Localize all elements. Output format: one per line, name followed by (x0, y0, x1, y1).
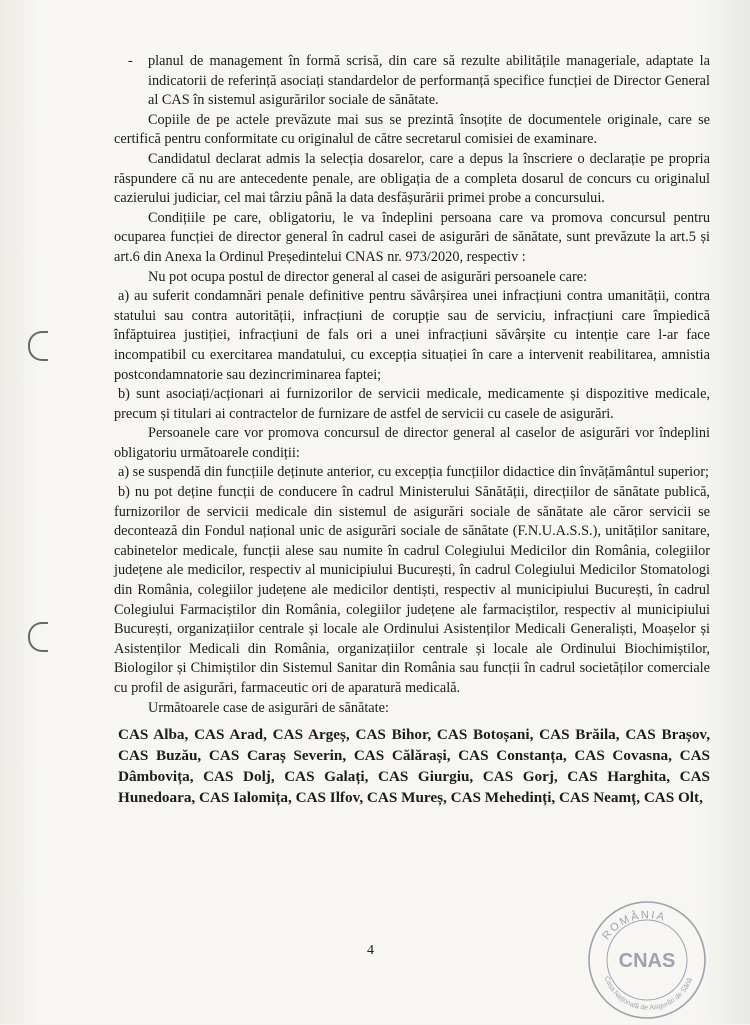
cas-list: CAS Alba, CAS Arad, CAS Argeș, CAS Bihor, CAS Botoșani, CAS Brăila, CAS Brașov, CAS Buzău, CAS Caraș Severin, CAS Călărași, CAS Constanța, CAS Covasna, CAS Dâmbovița, CAS Dolj, CAS Galați, CAS Giurgiu, CAS Gorj, CAS Harghita, CAS Hunedoara, CAS Ialomița, CAS Ilfov, CAS Mureș, CAS Mehedinți, CAS Neamț, CAS Olt, (118, 726, 710, 807)
stamp-center-text: CNAS (618, 950, 676, 972)
paragraph-candidate: Candidatul declarat admis la selecția dosarelor, care a depus la înscriere o declarație pe propria răspundere că nu are antecedente penale, are obligația de a completa dosarul de concurs cu originalul cazierului judiciar, cel mai târziu până la data desfășurării primei probe a concursului. (114, 150, 710, 207)
margin-pencil-mark (28, 331, 48, 361)
page-number: 4 (367, 943, 374, 958)
paragraph-copies: Copiile de pe actele prevăzute mai sus se prezintă însoțite de documentele originale, care se certifică pentru conformitate cu originalul de către secretarul comisiei de examinare. (114, 111, 710, 148)
stamp-top-text: ROMÂNIA (600, 909, 668, 943)
paragraph-management-plan (114, 52, 710, 111)
document-body (114, 52, 710, 808)
paragraph-following-houses: Următoarele case de asigurări de sănătate: (148, 699, 389, 716)
paragraph-conditions: Condițiile pe care, obligatoriu, le va îndeplini persoana care va promova concursul pentru ocuparea funcției de director general în cadrul casei de asigurări de sănătate, sunt prevăzute la art.5 și art.6 din Anexa la Ordinul Președintelui CNAS nr. 973/2020, respectiv : (114, 209, 710, 265)
paragraph-cannot-occupy: Nu pot ocupa postul de director general al casei de asigurări persoanele care: (148, 268, 588, 285)
svg-text:ROMÂNIA (600, 909, 667, 942)
list-item-b-incompatibilities: b) nu pot deține funcții de conducere în cadrul Ministerului Sănătății, direcțiilor de sănătate publică, furnizorilor de servicii medicale din sistemul de asigurări sociale de sănătate ale căror servicii se decontează din Fondul național unic de asigurări sociale de sănătate (F.N.U.A.S.S.), unităților sanitare, cabinetelor medicale, funcții alese sau numite în cadrul Colegiului Medicilor din România, colegiilor județene ale medicilor, respectiv al municipiului București, în cadrul Colegiului Medicilor Stomatologi din România, colegiilor județene ale medicilor dentiști, respectiv al municipiului București, în cadrul Colegiului Farmaciștilor din România, colegiilor județene ale farmaciștilor, respectiv al municipiului București, organizațiilor centrale și locale ale Ordinului Asistenților Medicali Generaliști, Moașelor și Asistenților Medicali din România, organizațiilor centrale și locale ale Ordinului Biochimiștilor, Biologilor și Chimiștilor din Sistemul Sanitar din România sau funcții în cadrul societăților comerciale cu profil de asigurări, farmaceutic ori de aparatură medicală. (114, 484, 710, 696)
margin-pencil-mark (28, 622, 48, 652)
paragraph-text: planul de management în formă scrisă, din care să rezulte abilitățile manageriale, adaptate la indicatorii de referință asociați standardelor de performanță specifice funcției de Director General al CAS în sistemul asigurărilor sociale de sănătate. (148, 53, 710, 109)
cnas-stamp (582, 895, 712, 1025)
list-item-a-suspension: a) se suspendă din funcțiile deținute anterior, cu excepția funcțiilor didactice din învățământul superior; (118, 464, 709, 481)
list-item-b-shareholders: b) sunt asociați/acționari ai furnizorilor de servicii medicale, medicamente și dispozitive medicale, precum și titulari ai contractelor de furnizare de astfel de servicii cu casele de asigurări. (114, 386, 710, 422)
list-item-a-convictions: a) au suferit condamnări penale definitive pentru săvârșirea unei infracțiuni contra umanității, contra statului sau contra autorității, infracțiuni de corupție sau de serviciu, infracțiuni care împiedică înfăptuirea justiției, infracțiuni de fals ori a unei infracțiuni săvârșite cu intenție care l-ar face incompatibil cu exercitarea mandatului, cu excepția situației în care a intervenit reabilitarea, amnistia postcondamnatorie sau dezincriminarea faptei; (114, 288, 710, 383)
stamp-bottom-text: Casa Națională de Asigurări de Sănă (602, 975, 694, 1012)
bullet-dash: - (128, 53, 133, 69)
paragraph-promoted-persons: Persoanele care vor promova concursul de director general al caselor de asigurări vor îndeplini obligatoriu următoarele condiții: (114, 425, 710, 461)
